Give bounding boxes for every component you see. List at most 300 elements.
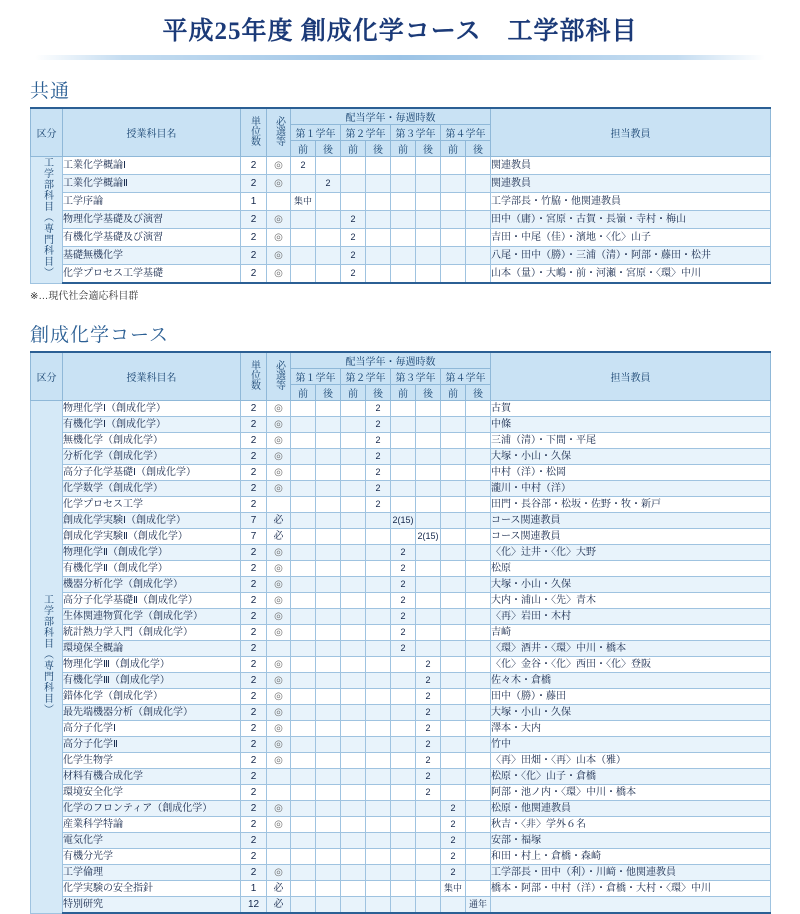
cell-y4-fall xyxy=(466,801,491,817)
cell-units: 2 xyxy=(241,156,267,174)
cell-y3-fall: 2 xyxy=(416,737,441,753)
cell-y2-spring xyxy=(341,174,366,192)
cell-y2-spring xyxy=(341,481,366,497)
cell-y3-spring xyxy=(391,865,416,881)
cell-y2-spring xyxy=(341,753,366,769)
cell-y3-spring xyxy=(391,881,416,897)
cell-y3-fall xyxy=(416,833,441,849)
section-heading: 創成化学コース xyxy=(30,320,800,347)
table-row xyxy=(31,609,771,625)
kubun-label: 工学部科目（専門科目） xyxy=(42,157,52,278)
cell-teacher: 〈化〉金谷・〈化〉西田・〈化〉登阪 xyxy=(491,657,771,673)
cell-y3-spring xyxy=(391,849,416,865)
cell-y3-fall xyxy=(416,174,441,192)
section-heading: 共通 xyxy=(30,76,800,103)
cell-y1-fall xyxy=(316,593,341,609)
cell-teacher: 中條 xyxy=(491,417,771,433)
cell-y4-spring xyxy=(441,737,466,753)
cell-y1-spring xyxy=(291,705,316,721)
cell-y2-fall xyxy=(366,156,391,174)
cell-teacher: 澤本・大内 xyxy=(491,721,771,737)
cell-y1-fall: 2 xyxy=(316,174,341,192)
cell-y4-fall xyxy=(466,833,491,849)
cell-y1-spring xyxy=(291,577,316,593)
cell-y1-fall xyxy=(316,192,341,210)
cell-y2-spring xyxy=(341,529,366,545)
cell-units: 2 xyxy=(241,228,267,246)
cell-y4-fall xyxy=(466,465,491,481)
cell-y3-fall: 2 xyxy=(416,753,441,769)
cell-teacher: 大塚・小山・久保 xyxy=(491,577,771,593)
cell-subject: 創成化学実験Ⅱ（創成化学） xyxy=(63,529,241,545)
cell-y2-spring xyxy=(341,657,366,673)
kubun-label: 工学部科目（専門科目） xyxy=(42,594,52,715)
cell-y3-fall: 2 xyxy=(416,721,441,737)
col-header-y3-fall: 後 xyxy=(416,140,441,156)
cell-y2-fall xyxy=(366,833,391,849)
cell-subject: 基礎無機化学 xyxy=(63,246,241,264)
cell-y3-spring xyxy=(391,689,416,705)
cell-teacher: 関連教員 xyxy=(491,156,771,174)
table-row xyxy=(31,246,771,264)
table-row xyxy=(31,753,771,769)
cell-required: ◎ xyxy=(267,817,291,833)
cell-y3-spring xyxy=(391,737,416,753)
cell-units: 2 xyxy=(241,769,267,785)
table-row xyxy=(31,577,771,593)
cell-y2-fall xyxy=(366,513,391,529)
col-header-year-2: 第２学年 xyxy=(341,124,391,140)
cell-y4-fall xyxy=(466,401,491,417)
cell-required: ◎ xyxy=(267,465,291,481)
cell-y2-fall xyxy=(366,865,391,881)
col-header-teacher: 担当教員 xyxy=(491,108,771,157)
cell-y1-spring xyxy=(291,433,316,449)
cell-y3-fall xyxy=(416,865,441,881)
cell-y2-fall xyxy=(366,641,391,657)
cell-required xyxy=(267,497,291,513)
col-header-units xyxy=(241,352,267,401)
cell-y4-spring xyxy=(441,497,466,513)
cell-y3-spring xyxy=(391,401,416,417)
cell-y1-fall xyxy=(316,801,341,817)
cell-y4-spring xyxy=(441,561,466,577)
cell-y1-fall xyxy=(316,881,341,897)
cell-subject: 化学生物学 xyxy=(63,753,241,769)
table-row xyxy=(31,673,771,689)
cell-y3-spring xyxy=(391,785,416,801)
cell-units: 2 xyxy=(241,801,267,817)
cell-y1-fall xyxy=(316,210,341,228)
cell-y1-spring xyxy=(291,833,316,849)
cell-y3-spring xyxy=(391,228,416,246)
cell-y4-fall: 通年 xyxy=(466,897,491,914)
cell-y4-spring xyxy=(441,449,466,465)
cell-units: 2 xyxy=(241,545,267,561)
cell-y4-spring xyxy=(441,673,466,689)
cell-y1-spring xyxy=(291,545,316,561)
col-header-y4-fall: 後 xyxy=(466,385,491,401)
cell-teacher: 吉田・中尾（佳）・濱地・〈化〉山子 xyxy=(491,228,771,246)
cell-y2-spring xyxy=(341,641,366,657)
table-row xyxy=(31,210,771,228)
cell-y2-fall xyxy=(366,769,391,785)
cell-units: 2 xyxy=(241,449,267,465)
cell-teacher: 八尾・田中（勝）・三浦（清）・阿部・藤田・松井 xyxy=(491,246,771,264)
cell-y4-spring xyxy=(441,625,466,641)
cell-y3-fall xyxy=(416,881,441,897)
cell-teacher: 中村（洋）・松岡 xyxy=(491,465,771,481)
cell-y3-spring xyxy=(391,246,416,264)
cell-y2-fall xyxy=(366,705,391,721)
cell-required xyxy=(267,833,291,849)
cell-y3-fall: 2 xyxy=(416,689,441,705)
cell-y2-spring xyxy=(341,833,366,849)
cell-y4-spring: 2 xyxy=(441,865,466,881)
cell-y2-fall xyxy=(366,897,391,914)
cell-units: 1 xyxy=(241,881,267,897)
cell-y2-fall xyxy=(366,801,391,817)
cell-y4-fall xyxy=(466,849,491,865)
table-row xyxy=(31,657,771,673)
cell-y3-spring xyxy=(391,497,416,513)
cell-required: ◎ xyxy=(267,593,291,609)
cell-teacher: 和田・村上・倉橋・森崎 xyxy=(491,849,771,865)
cell-required: ◎ xyxy=(267,705,291,721)
cell-subject: 環境保全概論 xyxy=(63,641,241,657)
cell-required: ◎ xyxy=(267,577,291,593)
cell-y4-spring xyxy=(441,689,466,705)
cell-units: 2 xyxy=(241,705,267,721)
col-header-year-4: 第４学年 xyxy=(441,124,491,140)
cell-required: ◎ xyxy=(267,561,291,577)
cell-units: 7 xyxy=(241,529,267,545)
cell-y4-spring xyxy=(441,577,466,593)
cell-y1-spring xyxy=(291,641,316,657)
cell-y2-fall xyxy=(366,753,391,769)
cell-subject: 物理化学Ⅰ（創成化学） xyxy=(63,401,241,417)
cell-subject: 最先端機器分析（創成化学） xyxy=(63,705,241,721)
col-header-allocation: 配当学年・毎週時数 xyxy=(291,352,491,369)
cell-y3-fall xyxy=(416,497,441,513)
col-header-units xyxy=(241,108,267,157)
cell-y2-spring xyxy=(341,721,366,737)
cell-y3-spring xyxy=(391,417,416,433)
cell-subject: 高分子化学Ⅱ xyxy=(63,737,241,753)
cell-subject: 物理化学基礎及び演習 xyxy=(63,210,241,228)
cell-y4-fall xyxy=(466,192,491,210)
cell-y1-spring xyxy=(291,673,316,689)
col-header-y4-spring: 前 xyxy=(441,140,466,156)
cell-y1-fall xyxy=(316,156,341,174)
cell-teacher xyxy=(491,897,771,914)
cell-y3-fall: 2 xyxy=(416,785,441,801)
cell-required: ◎ xyxy=(267,545,291,561)
cell-subject: 環境安全化学 xyxy=(63,785,241,801)
cell-y1-fall xyxy=(316,513,341,529)
cell-units: 2 xyxy=(241,657,267,673)
col-header-kubun: 区分 xyxy=(31,352,63,401)
cell-required: ◎ xyxy=(267,433,291,449)
col-header-y1-spring: 前 xyxy=(291,385,316,401)
cell-y4-spring xyxy=(441,433,466,449)
cell-y3-spring xyxy=(391,174,416,192)
cell-y4-spring xyxy=(441,769,466,785)
table-row xyxy=(31,417,771,433)
cell-subject: 有機化学Ⅰ（創成化学） xyxy=(63,417,241,433)
cell-y1-spring xyxy=(291,246,316,264)
table-row xyxy=(31,593,771,609)
cell-units: 2 xyxy=(241,817,267,833)
col-header-y2-fall: 後 xyxy=(366,140,391,156)
cell-y4-fall xyxy=(466,417,491,433)
cell-teacher: 松原・他関連教員 xyxy=(491,801,771,817)
cell-y1-fall xyxy=(316,705,341,721)
cell-y2-fall: 2 xyxy=(366,417,391,433)
table-row xyxy=(31,497,771,513)
cell-y2-spring xyxy=(341,881,366,897)
table-row xyxy=(31,156,771,174)
cell-subject: 有機化学基礎及び演習 xyxy=(63,228,241,246)
cell-y3-fall: 2 xyxy=(416,673,441,689)
cell-y1-spring xyxy=(291,625,316,641)
cell-units: 2 xyxy=(241,246,267,264)
cell-y2-spring xyxy=(341,785,366,801)
cell-required: ◎ xyxy=(267,417,291,433)
cell-y4-fall xyxy=(466,881,491,897)
cell-teacher: 工学部長・竹脇・他関連教員 xyxy=(491,192,771,210)
cell-y2-spring xyxy=(341,449,366,465)
cell-y4-fall xyxy=(466,513,491,529)
cell-y3-spring xyxy=(391,673,416,689)
cell-y3-spring xyxy=(391,192,416,210)
cell-units: 2 xyxy=(241,593,267,609)
cell-y1-spring xyxy=(291,753,316,769)
cell-y4-fall xyxy=(466,721,491,737)
cell-subject: 電気化学 xyxy=(63,833,241,849)
cell-subject: 工業化学概論Ⅱ xyxy=(63,174,241,192)
cell-y3-spring xyxy=(391,210,416,228)
cell-y2-fall: 2 xyxy=(366,449,391,465)
cell-y3-spring: 2 xyxy=(391,545,416,561)
row-kubun xyxy=(31,156,63,283)
cell-subject: 創成化学実験Ⅰ（創成化学） xyxy=(63,513,241,529)
col-header-kubun: 区分 xyxy=(31,108,63,157)
cell-y3-fall xyxy=(416,417,441,433)
header-row-1 xyxy=(31,352,771,369)
cell-y3-spring: 2(15) xyxy=(391,513,416,529)
cell-y4-spring xyxy=(441,246,466,264)
cell-y1-spring xyxy=(291,417,316,433)
cell-y4-spring xyxy=(441,721,466,737)
table-row xyxy=(31,769,771,785)
cell-subject: 工学倫理 xyxy=(63,865,241,881)
cell-y4-fall xyxy=(466,785,491,801)
col-header-y3-spring: 前 xyxy=(391,385,416,401)
table-row xyxy=(31,737,771,753)
cell-y3-spring xyxy=(391,529,416,545)
cell-y2-fall xyxy=(366,625,391,641)
cell-units: 7 xyxy=(241,513,267,529)
cell-y4-spring xyxy=(441,705,466,721)
cell-y3-fall xyxy=(416,593,441,609)
cell-y3-fall xyxy=(416,264,441,283)
cell-teacher: 田門・長谷部・松坂・佐野・牧・新戸 xyxy=(491,497,771,513)
cell-y3-fall xyxy=(416,801,441,817)
cell-y2-fall xyxy=(366,737,391,753)
col-header-required xyxy=(267,352,291,401)
cell-required: ◎ xyxy=(267,449,291,465)
cell-y4-spring xyxy=(441,465,466,481)
cell-y1-fall xyxy=(316,481,341,497)
cell-y2-fall xyxy=(366,264,391,283)
cell-y1-fall xyxy=(316,228,341,246)
cell-y1-spring xyxy=(291,513,316,529)
cell-teacher: 竹中 xyxy=(491,737,771,753)
cell-y1-fall xyxy=(316,497,341,513)
cell-y1-fall xyxy=(316,433,341,449)
cell-subject: 物理化学Ⅲ（創成化学） xyxy=(63,657,241,673)
cell-teacher: 橋本・阿部・中村（洋）・倉橋・大村・〈環〉中川 xyxy=(491,881,771,897)
cell-teacher: 秋吉・〈非〉学外６名 xyxy=(491,817,771,833)
cell-y3-fall: 2 xyxy=(416,769,441,785)
cell-y2-fall xyxy=(366,881,391,897)
cell-y2-spring xyxy=(341,465,366,481)
table-row xyxy=(31,625,771,641)
cell-y4-fall xyxy=(466,817,491,833)
title-block xyxy=(0,0,800,60)
cell-y1-spring xyxy=(291,881,316,897)
cell-y1-spring xyxy=(291,497,316,513)
cell-subject: 特別研究 xyxy=(63,897,241,914)
units-label: 単位数 xyxy=(249,360,259,390)
section-1 xyxy=(0,76,800,303)
cell-y3-fall xyxy=(416,246,441,264)
cell-y4-fall xyxy=(466,577,491,593)
cell-required: ◎ xyxy=(267,401,291,417)
cell-y4-spring: 2 xyxy=(441,849,466,865)
cell-y3-fall xyxy=(416,449,441,465)
cell-required xyxy=(267,641,291,657)
cell-subject: 高分子化学基礎Ⅱ（創成化学） xyxy=(63,593,241,609)
cell-y4-fall xyxy=(466,210,491,228)
cell-y4-spring xyxy=(441,174,466,192)
cell-y2-fall xyxy=(366,785,391,801)
cell-y1-fall xyxy=(316,449,341,465)
cell-y4-fall xyxy=(466,156,491,174)
col-header-y3-spring: 前 xyxy=(391,140,416,156)
cell-subject: 化学のフロンティア（創成化学） xyxy=(63,801,241,817)
cell-y4-fall xyxy=(466,609,491,625)
cell-y3-spring xyxy=(391,449,416,465)
cell-y3-fall xyxy=(416,156,441,174)
cell-y2-spring xyxy=(341,897,366,914)
table-row xyxy=(31,465,771,481)
cell-y1-fall xyxy=(316,769,341,785)
cell-teacher: 〈再〉岩田・木村 xyxy=(491,609,771,625)
cell-subject: 化学数学（創成化学） xyxy=(63,481,241,497)
cell-y4-fall xyxy=(466,264,491,283)
cell-required: ◎ xyxy=(267,246,291,264)
cell-y3-fall xyxy=(416,192,441,210)
cell-y1-spring xyxy=(291,210,316,228)
table-row xyxy=(31,801,771,817)
cell-required: ◎ xyxy=(267,625,291,641)
cell-teacher: 〈化〉辻井・〈化〉大野 xyxy=(491,545,771,561)
col-header-required xyxy=(267,108,291,157)
col-header-subject: 授業科目名 xyxy=(63,352,241,401)
cell-y1-fall xyxy=(316,625,341,641)
table-row xyxy=(31,174,771,192)
cell-y1-spring xyxy=(291,849,316,865)
cell-y2-fall xyxy=(366,561,391,577)
cell-subject: 化学プロセス工学基礎 xyxy=(63,264,241,283)
cell-y4-spring: 集中 xyxy=(441,881,466,897)
cell-y2-fall: 2 xyxy=(366,401,391,417)
cell-y4-spring xyxy=(441,641,466,657)
col-header-y1-spring: 前 xyxy=(291,140,316,156)
cell-y1-fall xyxy=(316,246,341,264)
cell-y4-fall xyxy=(466,689,491,705)
cell-y3-spring xyxy=(391,721,416,737)
cell-y1-spring xyxy=(291,401,316,417)
cell-y4-fall xyxy=(466,481,491,497)
cell-y1-spring xyxy=(291,721,316,737)
table-row xyxy=(31,228,771,246)
cell-y4-fall xyxy=(466,228,491,246)
cell-y1-fall xyxy=(316,577,341,593)
cell-units: 2 xyxy=(241,865,267,881)
table-row xyxy=(31,641,771,657)
cell-y1-spring xyxy=(291,264,316,283)
cell-y4-spring xyxy=(441,785,466,801)
cell-required: 必 xyxy=(267,513,291,529)
cell-y3-spring: 2 xyxy=(391,625,416,641)
cell-required: ◎ xyxy=(267,609,291,625)
cell-teacher: 吉崎 xyxy=(491,625,771,641)
cell-y1-fall xyxy=(316,737,341,753)
cell-y3-fall xyxy=(416,577,441,593)
curriculum-table xyxy=(30,107,771,285)
cell-y3-fall: 2 xyxy=(416,705,441,721)
cell-y4-fall xyxy=(466,753,491,769)
cell-y1-fall xyxy=(316,609,341,625)
cell-y3-spring xyxy=(391,897,416,914)
cell-units: 1 xyxy=(241,192,267,210)
cell-y3-fall xyxy=(416,561,441,577)
cell-units: 2 xyxy=(241,401,267,417)
cell-y2-fall xyxy=(366,817,391,833)
cell-subject: 化学プロセス工学 xyxy=(63,497,241,513)
cell-y3-fall: 2(15) xyxy=(416,529,441,545)
cell-y4-spring xyxy=(441,228,466,246)
table-row xyxy=(31,721,771,737)
cell-y2-spring xyxy=(341,673,366,689)
cell-y4-fall xyxy=(466,174,491,192)
cell-required: ◎ xyxy=(267,801,291,817)
cell-y4-fall xyxy=(466,769,491,785)
table-row xyxy=(31,833,771,849)
cell-teacher: 関連教員 xyxy=(491,174,771,192)
table-row xyxy=(31,401,771,417)
cell-teacher: 瀧川・中村（洋） xyxy=(491,481,771,497)
cell-y2-fall xyxy=(366,721,391,737)
col-header-y1-fall: 後 xyxy=(316,385,341,401)
cell-y2-fall: 2 xyxy=(366,497,391,513)
cell-y2-spring: 2 xyxy=(341,228,366,246)
col-header-y1-fall: 後 xyxy=(316,140,341,156)
cell-required: ◎ xyxy=(267,737,291,753)
